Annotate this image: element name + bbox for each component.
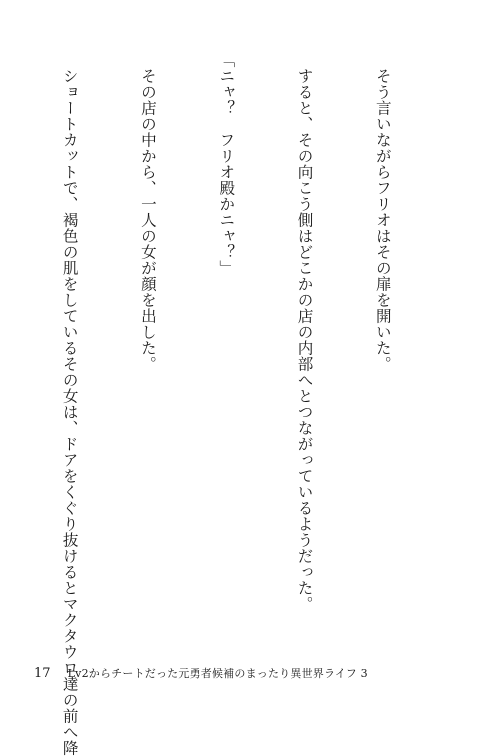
text-line-5: ショートカットで、褐色の肌をしているその女は、ドアをくぐり抜けるとマクタウロ達の前へ降: [60, 52, 79, 756]
text-line-3: 「ニャ？ フリオ殿かニャ？」: [217, 52, 236, 276]
text-line-6: [0, 52, 4, 622]
book-title: Lv2からチートだった元勇者候補のまったり異世界ライフ 3: [67, 667, 368, 680]
text-line-4: その店の中から、一人の女が顔を出した。: [138, 52, 157, 372]
page-number: 17: [34, 666, 51, 681]
text-line-1: そう言いながらフリオはその扉を開いた。: [373, 52, 392, 372]
text-line-2: すると、その向こう側はどこかの店の内部へとつながっているようだった。: [295, 52, 314, 612]
page-footer: [34, 665, 368, 681]
